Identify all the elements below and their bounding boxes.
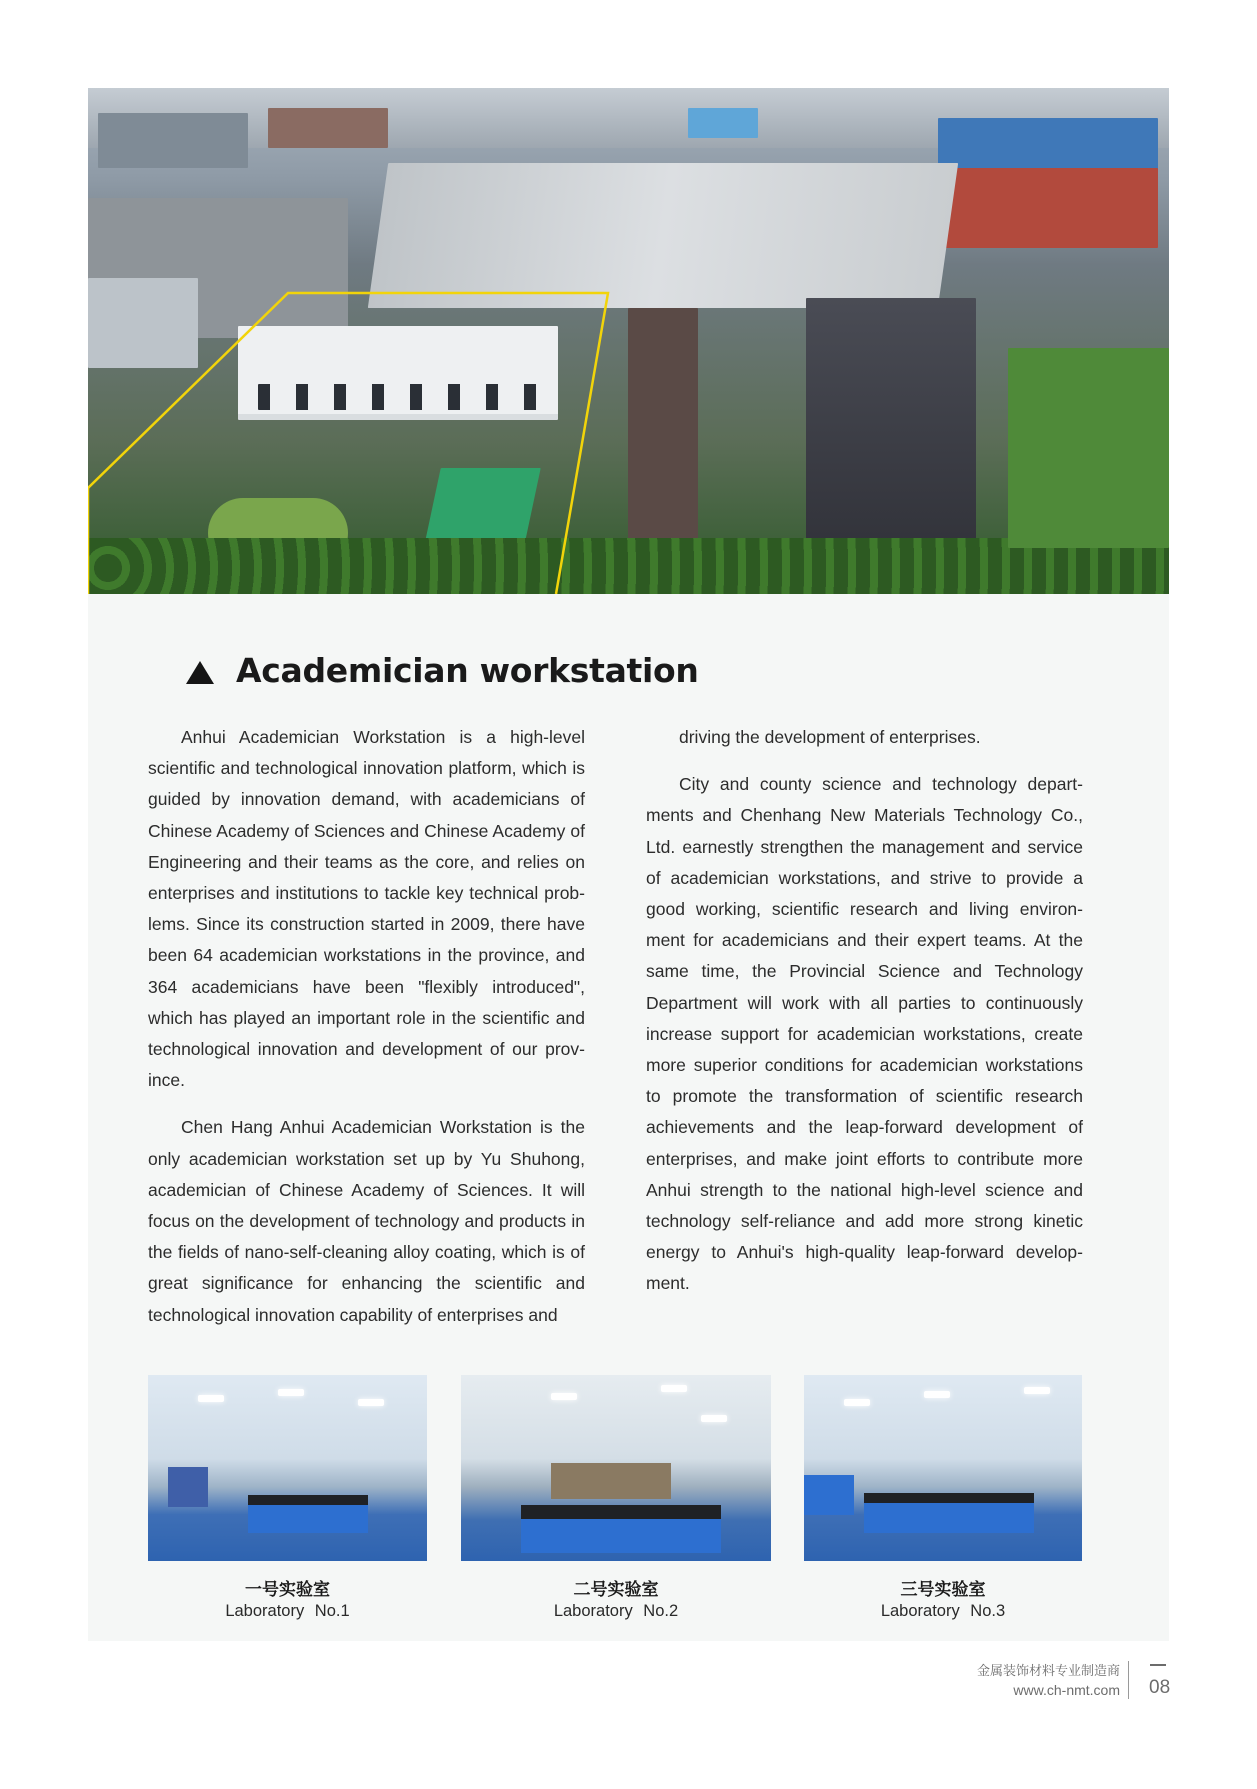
section-heading xyxy=(186,648,699,692)
lab-name-cn: 三号实验室 xyxy=(900,1580,986,1600)
lab-name-en: Laboratory No.2 xyxy=(553,1602,679,1620)
aerial-factory-photo xyxy=(88,88,1169,594)
paragraph: Chen Hang Anhui Academician Workstation is the only academician workstation set up by Yu Shuhong, academician of Chinese Academy of Sciences. It will focus on the development of technology and products in the fields of nano-self-cleaning alloy coating, which is of great significance for enhancing the scientific and technological innovation capability of enterprises and xyxy=(148,1117,585,1325)
website-url: www.ch-nmt.com xyxy=(1013,1682,1120,1698)
lab-name-en: Laboratory No.1 xyxy=(225,1602,350,1620)
lab-name-cn: 一号实验室 xyxy=(245,1580,330,1600)
body-column-right xyxy=(646,722,1083,1316)
section-title: Academician workstation xyxy=(236,650,699,690)
lab-name-cn: 二号实验室 xyxy=(573,1580,659,1600)
footer-divider xyxy=(1128,1661,1129,1699)
laboratory-photo xyxy=(461,1375,771,1561)
paragraph: Anhui Academician Workstation is a high-level scientific and technological innovation platform, which is guided by innovation demand, with academicians of Chinese Academy of Sciences and Chinese Academy of Engineering and their teams as the core, and relies on enterprises and institutions to tackle key technical prob-lems. Since its construction started in 2009, there have been 64 academician workstations in the province, and 364 academicians have been "flexibly introduced", which has played an important role in the scientific and technological innovation and development of our prov-ince. xyxy=(148,727,585,1091)
highlight-outline xyxy=(88,88,1169,594)
laboratory-photo xyxy=(804,1375,1082,1561)
company-tagline: 金属装饰材料专业制造商 xyxy=(976,1664,1120,1679)
paragraph: City and county science and technology depart-ments and Chenhang New Materials Technology Co., Ltd. earnestly strengthen the management and service of academician workstations, and strive to provide a good working, scientific research and living environ-ment for academicians and their expert teams. At the same time, the Provincial Science and Technology Department will work with all parties to continuously increase support for academician workstations, create more superior conditions for academician workstations to promote the transformation of scientific research achievements and the leap-forward development of enterprises, and make joint efforts to contribute more Anhui strength to the national high-level science and technology self-reliance and add more strong kinetic energy to Anhui's high-quality leap-forward develop-ment. xyxy=(646,774,1083,1294)
page-dash xyxy=(1150,1664,1166,1666)
body-column-left xyxy=(148,722,585,1347)
triangle-bullet-icon xyxy=(186,661,214,684)
page-number: 08 xyxy=(1149,1677,1171,1698)
laboratory-photo xyxy=(148,1375,427,1561)
lab-name-en: Laboratory No.3 xyxy=(880,1602,1006,1620)
paragraph-continuation: driving the development of enterprises. xyxy=(679,727,981,747)
